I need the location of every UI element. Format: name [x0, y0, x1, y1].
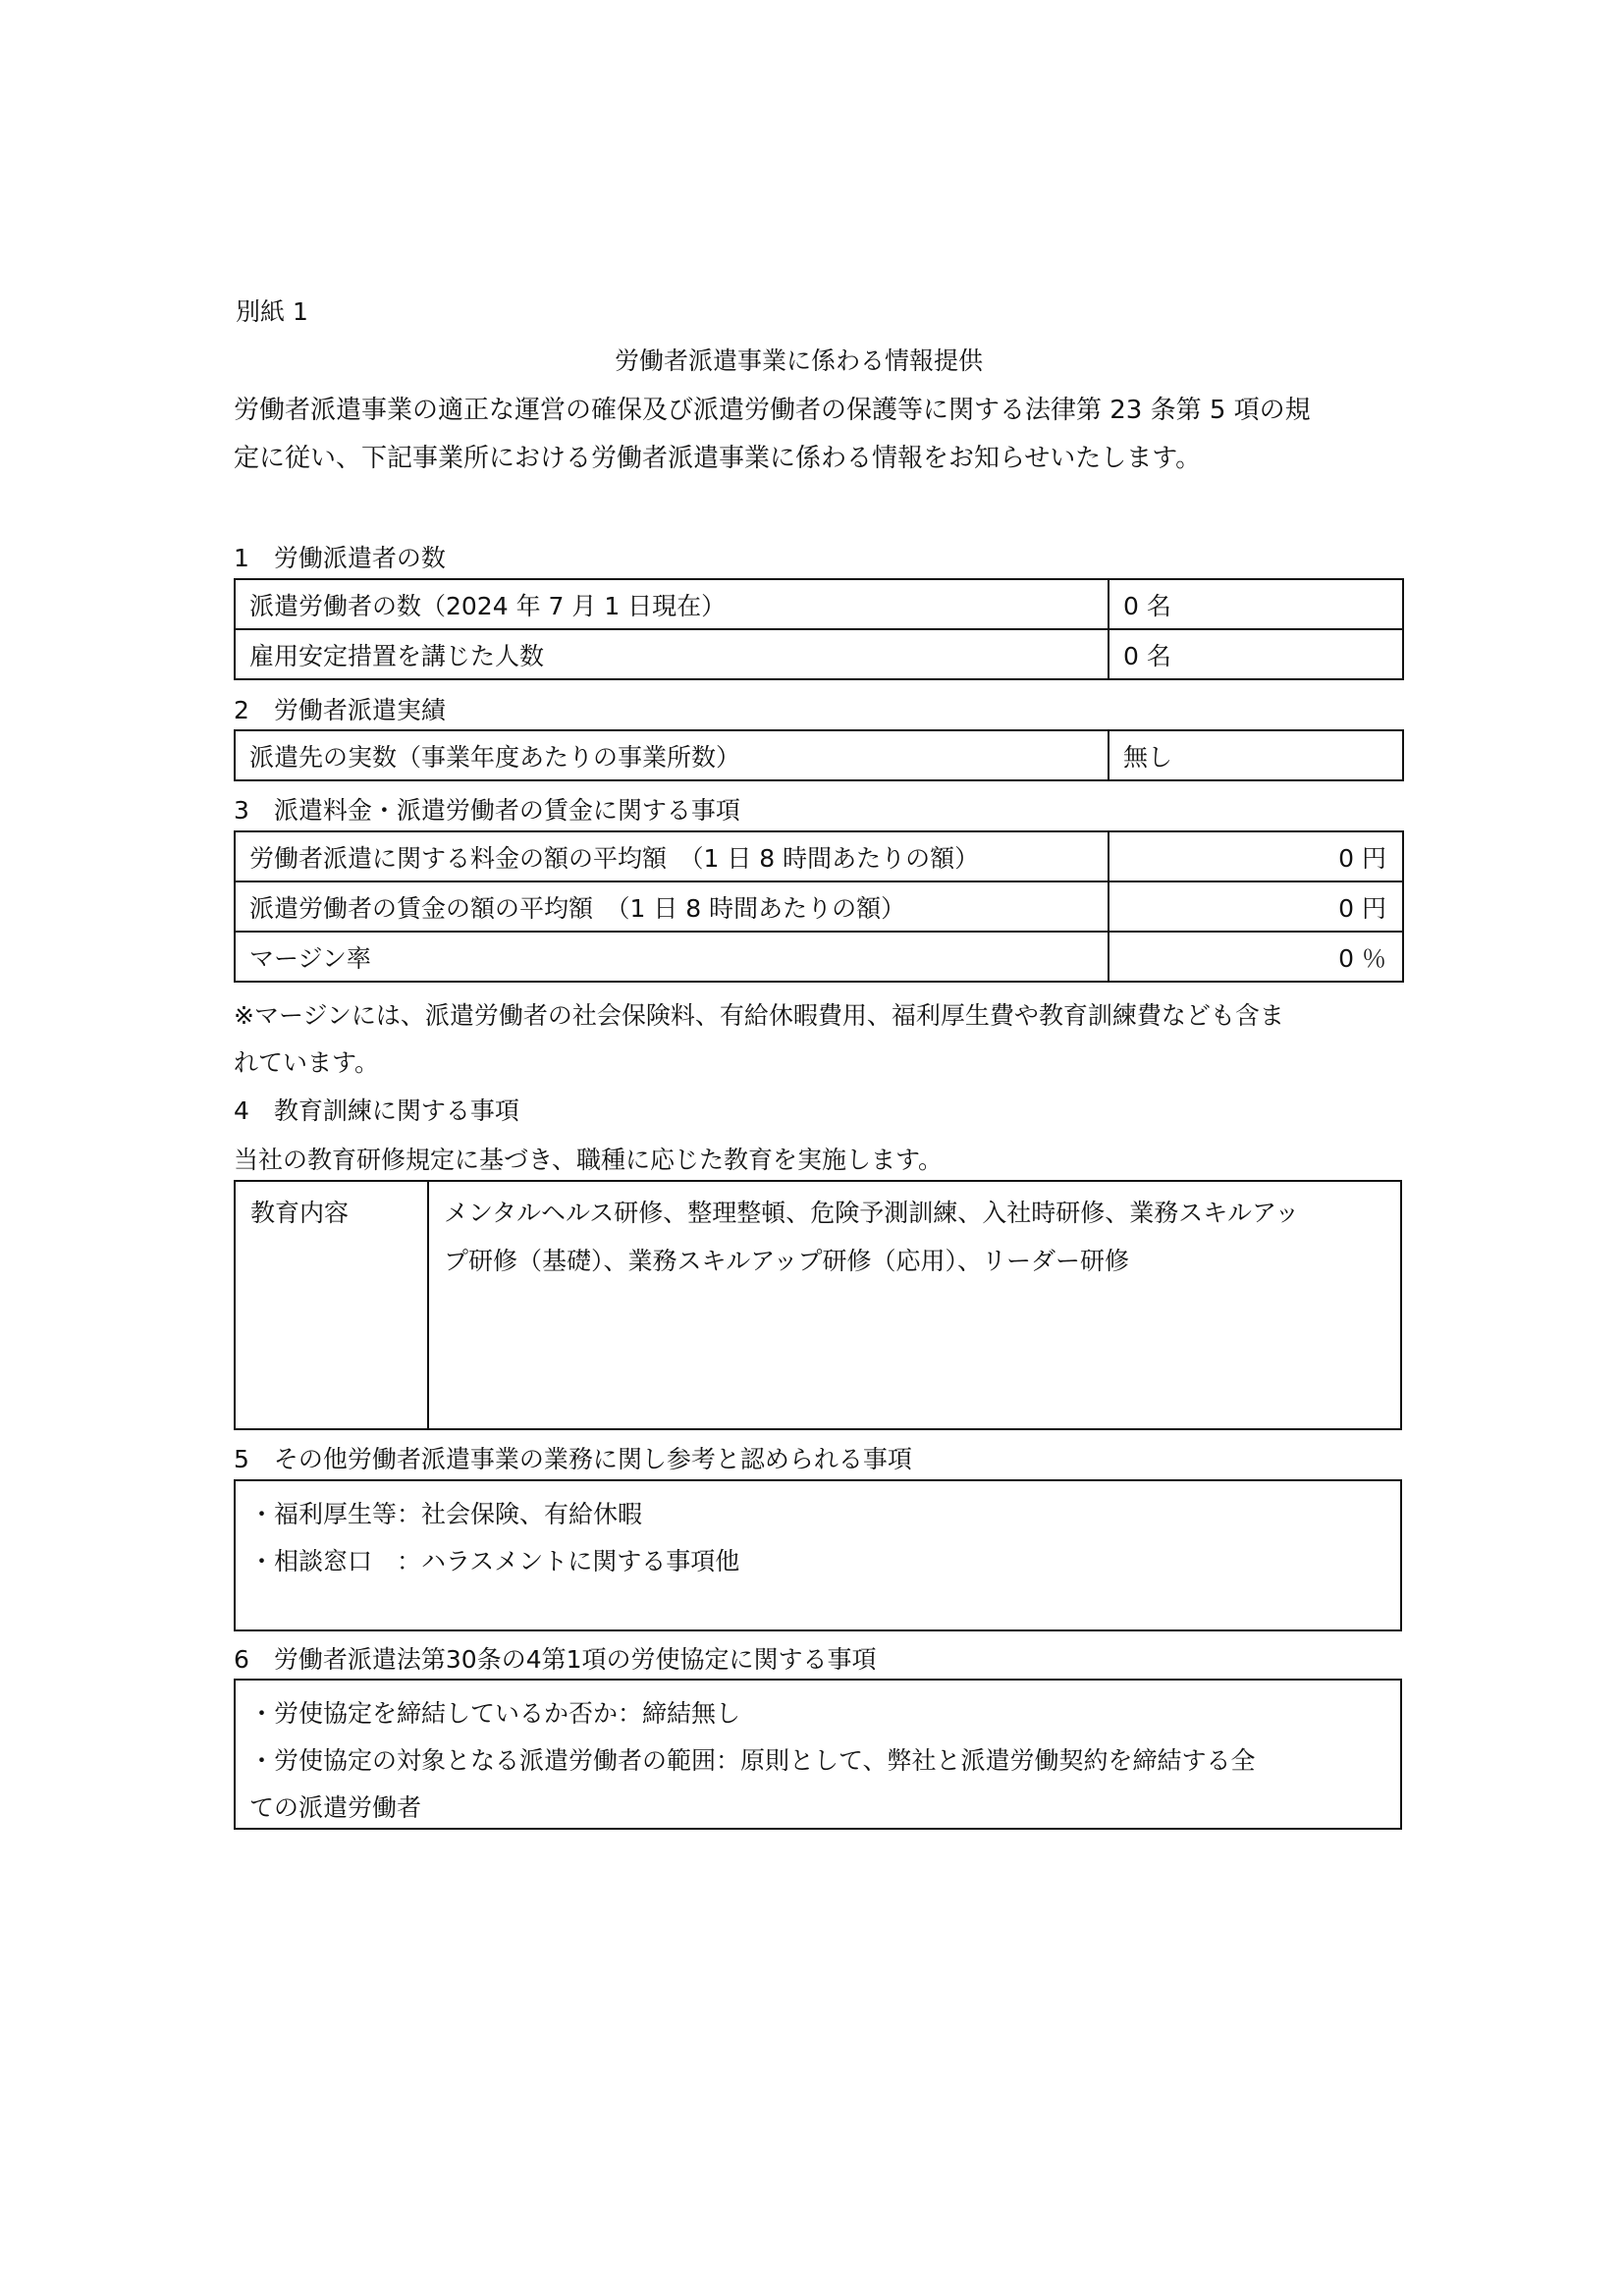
table-row [235, 932, 1403, 982]
document-title: 労働者派遣事業に係わる情報提供 [615, 347, 984, 375]
table-row [235, 579, 1403, 629]
row-value: 0 ％ [1109, 932, 1403, 982]
intro-line-2: 定に従い、下記事業所における労働者派遣事業に係わる情報をお知らせいたします。 [234, 444, 1202, 473]
row-label: 派遣労働者の数（2024 年 7 月 1 日現在） [235, 579, 1109, 629]
margin-note-line-2: れています。 [234, 1048, 380, 1077]
row-value: 0 名 [1109, 579, 1403, 629]
column-divider [427, 1182, 429, 1428]
section-3-table [234, 830, 1404, 983]
row-value: 0 円 [1109, 831, 1403, 881]
table-row [235, 629, 1403, 679]
table-row [235, 831, 1403, 881]
section-5-heading: 5 その他労働者派遣事業の業務に関し参考と認められる事項 [234, 1445, 912, 1473]
row-label: 労働者派遣に関する料金の額の平均額 （1 日 8 時間あたりの額） [235, 831, 1109, 881]
agreement-status-line: ・労使協定を締結しているか否か：締結無し [249, 1699, 741, 1728]
row-label: 雇用安定措置を講じた人数 [235, 629, 1109, 679]
section-4-text: 当社の教育研修規定に基づき、職種に応じた教育を実施します。 [234, 1146, 944, 1174]
section-1-heading: 1 労働派遣者の数 [234, 544, 446, 572]
agreement-scope-line-2: ての派遣労働者 [249, 1793, 422, 1822]
consultation-line: ・相談窓口 ：ハラスメントに関する事項他 [249, 1547, 740, 1575]
training-content-line-2: プ研修（基礎）、業務スキルアップ研修（応用）、リーダー研修 [444, 1247, 1130, 1275]
welfare-line: ・福利厚生等：社会保険、有給休暇 [249, 1500, 643, 1528]
row-label: 派遣労働者の賃金の額の平均額 （1 日 8 時間あたりの額） [235, 881, 1109, 932]
row-label: マージン率 [235, 932, 1109, 982]
row-label: 派遣先の実数（事業年度あたりの事業所数） [235, 730, 1109, 780]
annex-label: 別紙 1 [236, 297, 308, 326]
other-matters-box [234, 1479, 1402, 1631]
section-6-heading: 6 労働者派遣法第30条の4第1項の労使協定に関する事項 [234, 1645, 877, 1674]
table-row [235, 730, 1403, 780]
agreement-scope-line-1: ・労使協定の対象となる派遣労働者の範囲：原則として、弊社と派遣労働契約を締結する全 [249, 1746, 1256, 1775]
training-content-label: 教育内容 [250, 1199, 350, 1227]
section-4-heading: 4 教育訓練に関する事項 [234, 1096, 519, 1125]
section-3-heading: 3 派遣料金・派遣労働者の賃金に関する事項 [234, 796, 740, 825]
section-1-table [234, 578, 1404, 680]
margin-note-line-1: ※マージンには、派遣労働者の社会保険料、有給休暇費用、福利厚生費や教育訓練費なども含ま [234, 1001, 1284, 1030]
section-2-heading: 2 労働者派遣実績 [234, 696, 446, 724]
training-content-line-1: メンタルヘルス研修、整理整頓、危険予測訓練、入社時研修、業務スキルアッ [444, 1199, 1300, 1227]
labor-agreement-box [234, 1679, 1402, 1830]
section-2-table [234, 729, 1404, 781]
table-row [235, 881, 1403, 932]
intro-line-1: 労働者派遣事業の適正な運営の確保及び派遣労働者の保護等に関する法律第 23 条第 5 項の規 [234, 396, 1311, 425]
row-value: 無し [1109, 730, 1403, 780]
training-content-table [234, 1180, 1402, 1430]
row-value: 0 円 [1109, 881, 1403, 932]
row-value: 0 名 [1109, 629, 1403, 679]
